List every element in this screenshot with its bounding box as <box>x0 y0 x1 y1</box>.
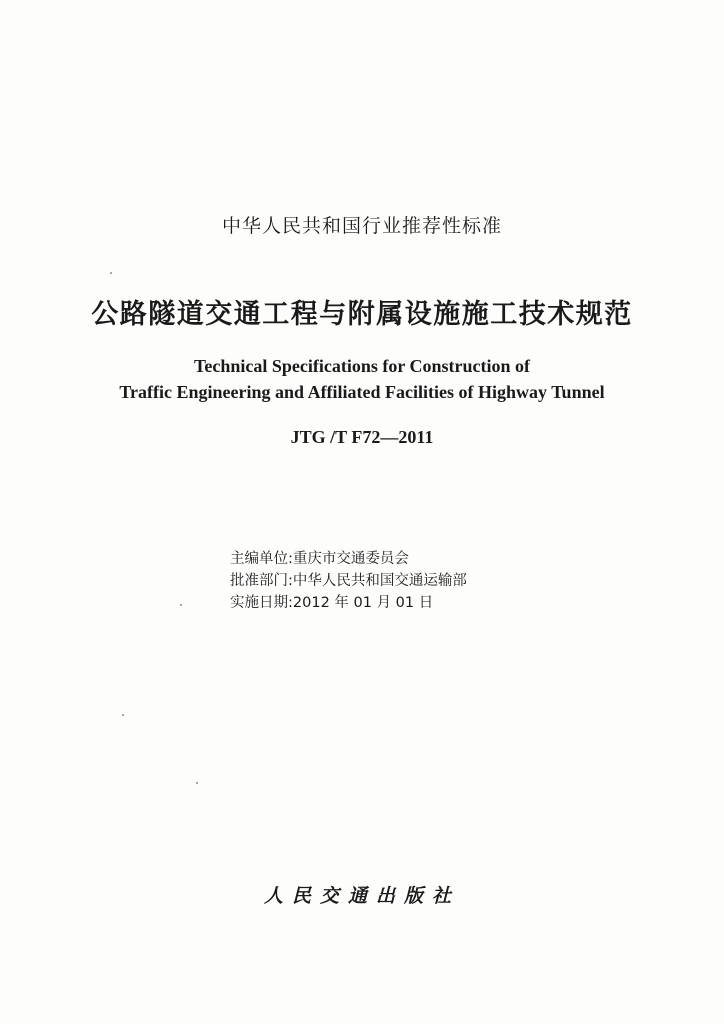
scan-speck <box>180 604 182 606</box>
english-title <box>0 353 724 405</box>
standard-code: JTG /T F72—2011 <box>290 427 434 447</box>
approver-row <box>230 570 560 592</box>
english-title-line-1: Technical Specifications for Construction of <box>194 356 530 376</box>
effective-date-value: 2012 年 01 月 01 日 <box>292 595 434 611</box>
effective-date-row <box>230 592 560 614</box>
standard-category: 中华人民共和国行业推荐性标准 <box>221 215 502 237</box>
english-title-line-2: Traffic Engineering and Affiliated Facilities of Highway Tunnel <box>119 382 605 402</box>
chinese-title: 公路隧道交通工程与附属设施施工技术规范 <box>91 299 633 330</box>
editor-value: 重庆市交通委员会 <box>292 551 409 567</box>
scan-speck <box>110 272 112 274</box>
info-block <box>230 548 560 614</box>
editor-row <box>230 548 560 570</box>
approver-label: 批准部门: <box>230 573 293 589</box>
approver-value: 中华人民共和国交通运输部 <box>292 573 467 589</box>
effective-date-label: 实施日期: <box>230 595 293 611</box>
scan-speck <box>122 714 124 716</box>
scan-speck <box>196 782 198 784</box>
editor-label: 主编单位: <box>230 551 293 567</box>
publisher-name: 人民交通出版社 <box>263 885 460 907</box>
